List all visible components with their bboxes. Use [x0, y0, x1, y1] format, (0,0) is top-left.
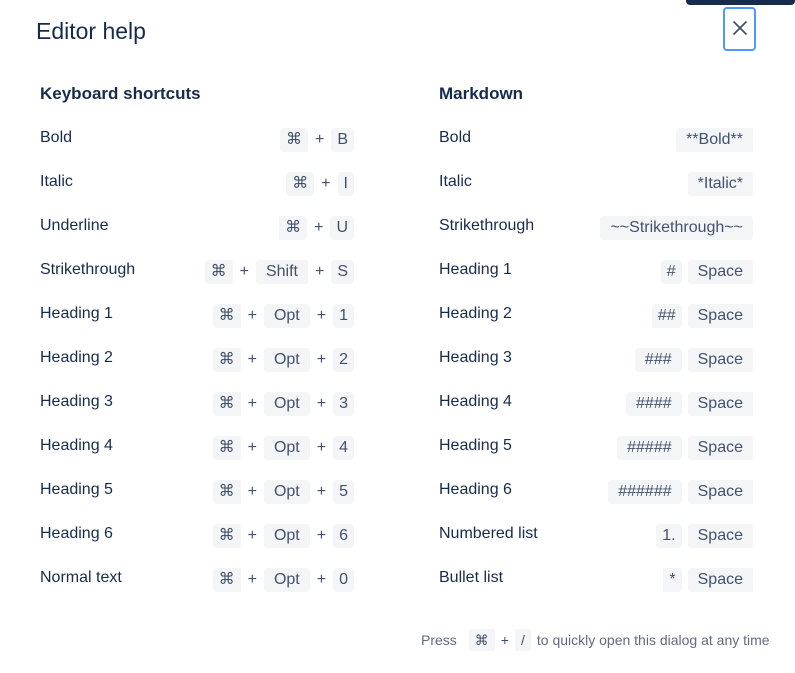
- kbd-key: ⌘: [469, 629, 495, 651]
- row-label: Heading 4: [40, 437, 113, 454]
- row-label: Heading 2: [40, 349, 113, 366]
- markdown-list: [439, 122, 753, 606]
- kbd-key: Opt: [264, 304, 310, 328]
- row-label: Heading 3: [439, 349, 512, 366]
- kbd-key: 5: [333, 480, 354, 504]
- kbd-key: Space: [688, 524, 753, 548]
- kbd-key: Space: [688, 260, 753, 284]
- key-combo: [617, 430, 753, 461]
- markdown-row: [439, 342, 753, 386]
- kbd-key: ⌘: [213, 480, 241, 504]
- shortcut-row: [40, 430, 354, 474]
- plus-sign: +: [316, 483, 327, 500]
- kbd-key: /: [515, 629, 531, 651]
- key-combo: [688, 166, 753, 197]
- footer-suffix: to quickly open this dialog at any time: [536, 632, 770, 648]
- key-combo: [280, 122, 354, 153]
- kbd-key: 3: [333, 392, 354, 416]
- markdown-row: [439, 298, 753, 342]
- key-combo: [205, 254, 354, 285]
- kbd-key: Space: [688, 568, 753, 592]
- key-combo: [652, 298, 753, 329]
- section-heading: Keyboard shortcuts: [40, 84, 201, 103]
- row-label: Heading 2: [439, 305, 512, 322]
- plus-sign: +: [316, 527, 327, 544]
- plus-sign: +: [316, 351, 327, 368]
- kbd-key: 6: [333, 524, 354, 548]
- markdown-section: [439, 82, 753, 606]
- key-combo: [213, 342, 354, 373]
- kbd-key: ⌘: [213, 436, 241, 460]
- key-combo: [286, 166, 354, 197]
- key-combo: [663, 562, 753, 593]
- key-combo: [661, 254, 753, 285]
- key-combo: [635, 342, 753, 373]
- key-combo: [600, 210, 753, 241]
- kbd-key: I: [338, 172, 354, 196]
- kbd-key: ⌘: [213, 568, 241, 592]
- kbd-key: Opt: [264, 568, 310, 592]
- shortcut-row: [40, 254, 354, 298]
- plus-sign: +: [321, 175, 331, 192]
- plus-sign: +: [247, 351, 257, 368]
- key-combo: [213, 386, 354, 417]
- shortcut-list: [40, 122, 354, 606]
- key-combo: [608, 474, 753, 505]
- kbd-key: Opt: [264, 436, 310, 460]
- kbd-key: ⌘: [205, 260, 233, 284]
- keyboard-shortcuts-section: [40, 82, 354, 606]
- markdown-row: [439, 210, 753, 254]
- row-label: Strikethrough: [439, 217, 535, 234]
- row-label: Numbered list: [439, 525, 538, 542]
- markdown-row: [439, 386, 753, 430]
- row-label: Bullet list: [439, 569, 504, 586]
- key-combo: [626, 386, 753, 417]
- kbd-key: Space: [688, 480, 753, 504]
- kbd-key: #: [661, 260, 682, 284]
- shortcut-row: [40, 518, 354, 562]
- plus-sign: +: [316, 307, 327, 324]
- kbd-key: ⌘: [280, 128, 308, 152]
- row-label: Italic: [40, 173, 73, 190]
- row-label: Italic: [439, 173, 472, 190]
- plus-sign: +: [316, 439, 327, 456]
- kbd-key: 1.: [656, 524, 681, 548]
- kbd-key: B: [331, 128, 354, 152]
- kbd-key: ⌘: [213, 304, 241, 328]
- shortcut-row: [40, 298, 354, 342]
- kbd-key: Space: [688, 392, 753, 416]
- shortcut-row: [40, 166, 354, 210]
- row-label: Heading 5: [40, 481, 113, 498]
- shortcut-row: [40, 210, 354, 254]
- dialog-title: Editor help: [36, 18, 146, 44]
- kbd-key: ⌘: [286, 172, 314, 196]
- kbd-key: *Italic*: [688, 172, 753, 196]
- kbd-key: Opt: [264, 480, 310, 504]
- shortcut-row: [40, 342, 354, 386]
- key-combo: [279, 210, 354, 241]
- plus-sign: +: [247, 395, 257, 412]
- key-combo: [213, 562, 354, 593]
- kbd-key: Opt: [264, 348, 310, 372]
- markdown-row: [439, 166, 753, 210]
- row-label: Heading 6: [40, 525, 113, 542]
- markdown-row: [439, 430, 753, 474]
- row-label: Strikethrough: [40, 261, 136, 278]
- markdown-row: [439, 562, 753, 606]
- kbd-key: Opt: [264, 524, 310, 548]
- kbd-key: 0: [333, 568, 354, 592]
- close-button[interactable]: [723, 7, 756, 51]
- plus-sign: +: [247, 439, 257, 456]
- key-combo: [656, 518, 753, 549]
- kbd-key: 4: [333, 436, 354, 460]
- row-label: Bold: [40, 129, 73, 146]
- plus-sign: +: [247, 571, 257, 588]
- row-label: Normal text: [40, 569, 122, 586]
- kbd-key: Space: [688, 348, 753, 372]
- shortcut-row: [40, 386, 354, 430]
- kbd-key: ####: [626, 392, 682, 416]
- plus-sign: +: [314, 219, 324, 236]
- kbd-key: ⌘: [213, 524, 241, 548]
- kbd-key: ⌘: [213, 348, 241, 372]
- kbd-key: 2: [333, 348, 354, 372]
- kbd-key: *: [663, 568, 681, 592]
- footer-prefix: Press: [421, 632, 457, 648]
- kbd-key: #####: [617, 436, 682, 460]
- plus-sign: +: [314, 131, 325, 148]
- close-icon: [732, 20, 748, 39]
- kbd-key: ~~Strikethrough~~: [600, 216, 753, 240]
- key-combo: [213, 430, 354, 461]
- footer-hint: [421, 628, 776, 652]
- markdown-row: [439, 474, 753, 518]
- key-combo: [213, 518, 354, 549]
- kbd-key: ⌘: [213, 392, 241, 416]
- markdown-row: [439, 122, 753, 166]
- markdown-row: [439, 518, 753, 562]
- section-heading: Markdown: [439, 84, 524, 103]
- kbd-key: Space: [688, 436, 753, 460]
- kbd-key: ###: [635, 348, 682, 372]
- markdown-row: [439, 254, 753, 298]
- plus-sign: +: [316, 395, 327, 412]
- kbd-key: Shift: [256, 260, 308, 284]
- plus-sign: +: [314, 263, 325, 280]
- top-bar-fragment: [686, 0, 795, 5]
- kbd-key: Opt: [264, 392, 310, 416]
- row-label: Heading 4: [439, 393, 512, 410]
- shortcut-row: [40, 474, 354, 518]
- row-label: Heading 5: [439, 437, 512, 454]
- key-combo: [213, 298, 354, 329]
- kbd-key: S: [331, 260, 354, 284]
- kbd-key: U: [330, 216, 354, 240]
- row-label: Bold: [439, 129, 472, 146]
- plus-sign: +: [247, 527, 257, 544]
- key-combo: [676, 122, 753, 153]
- shortcut-row: [40, 122, 354, 166]
- row-label: Underline: [40, 217, 109, 234]
- row-label: Heading 6: [439, 481, 512, 498]
- kbd-key: 1: [333, 304, 354, 328]
- key-combo: [213, 474, 354, 505]
- plus-sign: +: [247, 483, 257, 500]
- plus-sign: +: [247, 307, 257, 324]
- plus-sign: +: [239, 263, 249, 280]
- kbd-key: ######: [608, 480, 681, 504]
- plus-sign: +: [500, 632, 509, 648]
- shortcut-row: [40, 562, 354, 606]
- row-label: Heading 1: [439, 261, 512, 278]
- kbd-key: ⌘: [279, 216, 307, 240]
- kbd-key: **Bold**: [676, 128, 753, 152]
- row-label: Heading 3: [40, 393, 113, 410]
- plus-sign: +: [316, 571, 327, 588]
- kbd-key: Space: [688, 304, 753, 328]
- row-label: Heading 1: [40, 305, 113, 322]
- kbd-key: ##: [652, 304, 682, 328]
